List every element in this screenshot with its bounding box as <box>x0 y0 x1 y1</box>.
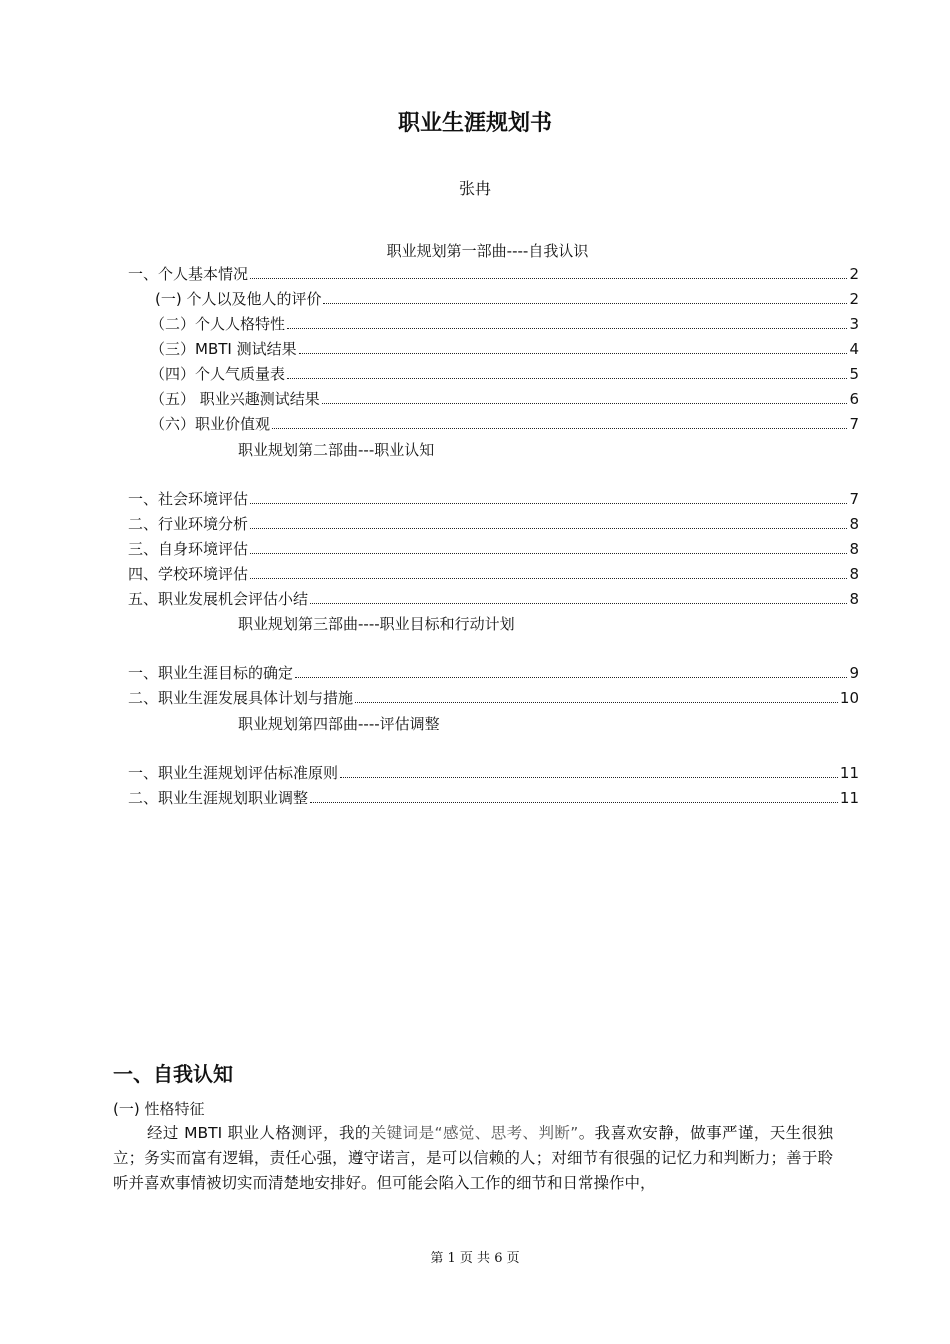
toc-entry-label: （三）MBTI 测试结果 <box>150 340 297 358</box>
toc-part3-heading: 职业规划第三部曲----职业目标和行动计划 <box>238 615 515 633</box>
toc-entry-label: 一、职业生涯规划评估标准原则 <box>128 764 339 782</box>
toc-entry[interactable] <box>128 263 859 285</box>
toc-leader-dots <box>310 603 847 604</box>
toc-entry-page: 6 <box>849 390 859 408</box>
toc-leader-dots <box>287 378 847 379</box>
toc-entry-label: （六）职业价值观 <box>150 415 271 433</box>
toc-entry-page: 3 <box>849 315 859 333</box>
body-paragraph <box>113 1121 833 1196</box>
toc-entry-label: 四、学校环境评估 <box>128 565 249 583</box>
toc-leader-dots <box>272 428 847 429</box>
page-footer: 第 1 页 共 6 页 <box>430 1251 520 1266</box>
toc-entry-page: 4 <box>849 340 859 358</box>
toc-leader-dots <box>250 503 847 504</box>
toc-entry[interactable] <box>155 288 859 310</box>
toc-entry[interactable] <box>128 662 859 684</box>
toc-leader-dots <box>323 303 847 304</box>
toc-leader-dots <box>322 403 848 404</box>
toc-leader-dots <box>295 677 847 678</box>
toc-entry-page: 2 <box>849 265 859 283</box>
paragraph-text: 。我喜欢安静，做事严谨，天生很独立；务实而富有逻辑，责任心强，遵守诺言，是可以信赖的人；对细节有很强的记忆力和判断力；善于聆听并喜欢事情被切实而清楚地安排好。但可能会陷入工作的细节和日常操作中， <box>113 1124 833 1192</box>
author-name: 张冉 <box>458 179 491 198</box>
toc-leader-dots <box>250 278 847 279</box>
toc-entry-page: 2 <box>849 290 859 308</box>
toc-entry[interactable] <box>150 363 859 385</box>
toc-entry[interactable] <box>128 787 859 809</box>
toc-entry-page: 8 <box>849 565 859 583</box>
toc-entry-label: 一、社会环境评估 <box>128 490 249 508</box>
toc-entry-page: 11 <box>839 789 859 807</box>
toc-entry[interactable] <box>150 338 859 360</box>
toc-leader-dots <box>287 328 847 329</box>
toc-entry[interactable] <box>128 687 859 709</box>
paragraph-text: 经过 MBTI 职业人格测评，我的 <box>147 1124 371 1142</box>
toc-leader-dots <box>250 578 847 579</box>
toc-entry-label: 二、职业生涯规划职业调整 <box>128 789 309 807</box>
toc-entry-label: 五、职业发展机会评估小结 <box>128 590 309 608</box>
toc-entry[interactable] <box>150 413 859 435</box>
toc-entry-page: 8 <box>849 540 859 558</box>
sub-heading: (一) 性格特征 <box>113 1100 205 1118</box>
toc-entry[interactable] <box>128 588 859 610</box>
toc-entry-page: 7 <box>849 415 859 433</box>
section-heading: 一、自我认知 <box>113 1062 233 1086</box>
toc-entry-page: 8 <box>849 590 859 608</box>
toc-entry[interactable] <box>128 563 859 585</box>
toc-entry-page: 8 <box>849 515 859 533</box>
toc-entry[interactable] <box>150 313 859 335</box>
toc-part2-heading: 职业规划第二部曲---职业认知 <box>238 441 435 459</box>
toc-entry-page: 7 <box>849 490 859 508</box>
paragraph-keyword-highlight: 关键词是“感觉、思考、判断” <box>370 1124 579 1142</box>
toc-entry-label: （五） 职业兴趣测试结果 <box>150 390 320 408</box>
toc-entry-label: （二）个人人格特性 <box>150 315 286 333</box>
toc-entry-label: 一、个人基本情况 <box>128 265 249 283</box>
toc-leader-dots <box>355 702 838 703</box>
toc-leader-dots <box>310 802 838 803</box>
toc-entry-page: 9 <box>849 664 859 682</box>
toc-entry-label: 二、行业环境分析 <box>128 515 249 533</box>
toc-leader-dots <box>299 353 848 354</box>
toc-entry[interactable] <box>128 762 859 784</box>
document-title: 职业生涯规划书 <box>397 111 552 136</box>
toc-part4-heading: 职业规划第四部曲----评估调整 <box>238 715 440 733</box>
toc-entry[interactable] <box>150 388 859 410</box>
toc-part1-heading: 职业规划第一部曲----自我认识 <box>386 242 589 260</box>
toc-leader-dots <box>340 777 838 778</box>
toc-leader-dots <box>250 528 847 529</box>
toc-entry-page: 11 <box>839 764 859 782</box>
toc-entry-label: 三、自身环境评估 <box>128 540 249 558</box>
toc-entry[interactable] <box>128 488 859 510</box>
toc-entry-label: (一) 个人以及他人的评价 <box>155 290 322 308</box>
toc-entry-label: 二、职业生涯发展具体计划与措施 <box>128 689 354 707</box>
toc-entry-label: 一、职业生涯目标的确定 <box>128 664 294 682</box>
toc-entry[interactable] <box>128 513 859 535</box>
toc-leader-dots <box>250 553 847 554</box>
toc-entry[interactable] <box>128 538 859 560</box>
toc-entry-page: 10 <box>839 689 859 707</box>
toc-entry-page: 5 <box>849 365 859 383</box>
toc-entry-label: （四）个人气质量表 <box>150 365 286 383</box>
